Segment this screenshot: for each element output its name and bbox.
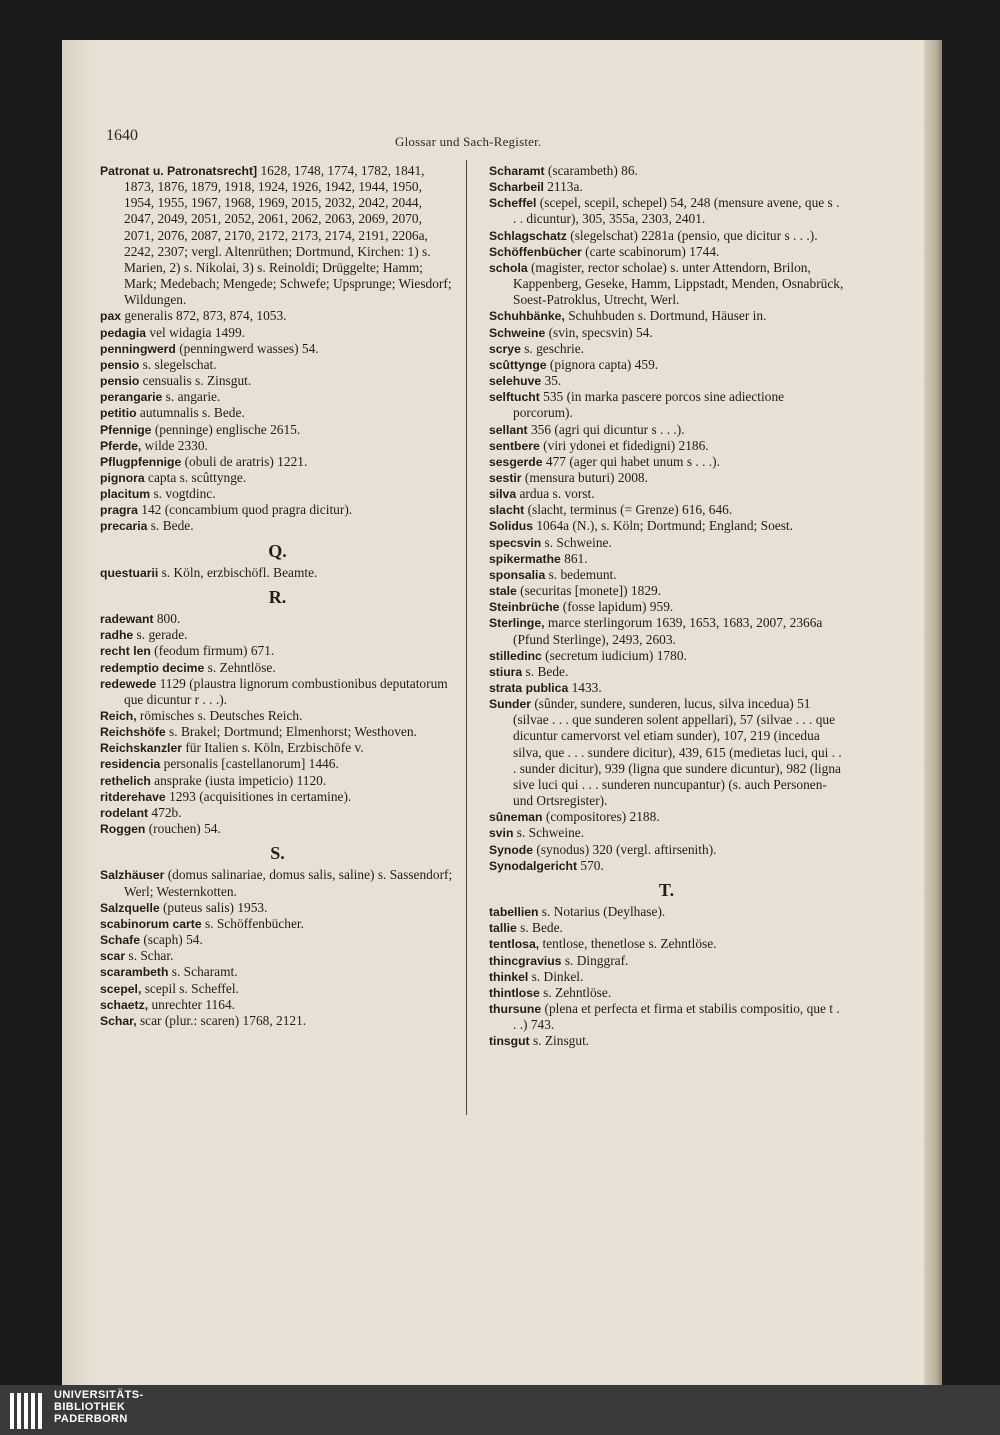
index-entry xyxy=(489,904,844,920)
entry-text: (compositores) 2188. xyxy=(542,809,660,825)
entry-text: 1064a (N.), s. Köln; Dortmund; England; Soest. xyxy=(533,518,793,534)
entry-headword: scabinorum carte xyxy=(100,916,202,931)
entry-headword: redewede xyxy=(100,676,157,691)
entry-headword: perangarie xyxy=(100,390,163,405)
entry-headword: Solidus xyxy=(489,519,534,534)
right-column xyxy=(489,163,844,1049)
index-entry xyxy=(489,920,844,936)
logo-line: BIBLIOTHEK xyxy=(54,1401,126,1413)
entry-headword: sûneman xyxy=(489,810,543,825)
entry-text: ardua s. vorst. xyxy=(516,486,595,502)
entry-headword: Patronat u. Patronatsrecht] xyxy=(100,164,258,178)
entry-headword: silva xyxy=(489,487,517,502)
entry-text: tentlose, thenetlose s. Zehntlöse. xyxy=(539,936,717,952)
entry-headword: thursune xyxy=(489,1001,542,1016)
entry-headword: stale xyxy=(489,584,517,599)
entry-headword: Roggen xyxy=(100,822,146,837)
index-entry xyxy=(100,708,455,724)
entry-text: (feodum firmum) 671. xyxy=(150,643,275,659)
entry-text: 477 (ager qui habet unum s . . .). xyxy=(542,453,720,469)
entry-text: (scaph) 54. xyxy=(139,932,203,948)
entry-text: 356 (agri qui dicuntur s . . .). xyxy=(527,421,685,437)
entry-headword: tabellien xyxy=(489,905,539,920)
entry-text: (slacht, terminus (= Grenze) 616, 646. xyxy=(524,502,733,518)
entry-headword: thinkel xyxy=(489,969,529,984)
entry-headword: Sunder xyxy=(489,697,531,712)
index-entry xyxy=(489,825,844,841)
index-entry xyxy=(489,615,844,647)
index-entry xyxy=(100,981,455,997)
index-entry xyxy=(489,357,844,373)
entry-text: s. Scharamt. xyxy=(168,964,238,980)
index-entry xyxy=(100,724,455,740)
index-entry xyxy=(489,195,844,227)
entry-headword: Synodalgericht xyxy=(489,858,578,873)
entry-text: marce sterlingorum 1639, 1653, 1683, 2007, 2366a (Pfund Sterlinge), 2493, 2603. xyxy=(513,615,823,647)
index-entry xyxy=(489,953,844,969)
entry-headword: stiura xyxy=(489,664,523,679)
entry-text: unrechter 1164. xyxy=(148,996,235,1012)
entry-text: 1129 (plaustra lignorum combustionibus deputatorum que dicuntur r . . .). xyxy=(124,675,448,707)
index-entry xyxy=(100,643,455,659)
entry-text: (secretum iudicium) 1780. xyxy=(541,647,687,663)
left-column xyxy=(100,163,455,1029)
entry-headword: selehuve xyxy=(489,374,542,389)
index-entry xyxy=(489,470,844,486)
entry-headword: Pferde, xyxy=(100,438,142,453)
index-entry xyxy=(100,422,455,438)
index-entry xyxy=(489,696,844,809)
entry-headword: schola xyxy=(489,260,528,275)
entry-headword: Steinbrüche xyxy=(489,600,560,615)
entry-headword: pensio xyxy=(100,357,140,372)
index-entry xyxy=(100,308,455,324)
running-head: Glossar und Sach-Register. xyxy=(395,134,542,149)
entry-text: s. Bede. xyxy=(147,518,194,534)
entry-text: s. gerade. xyxy=(133,627,188,643)
library-logo-text xyxy=(54,1389,144,1425)
index-entry xyxy=(489,228,844,244)
index-entry xyxy=(100,900,455,916)
entry-text: s. Zehntlöse. xyxy=(539,984,612,1000)
entry-text: (obuli de aratris) 1221. xyxy=(181,453,308,469)
entry-text: scar (plur.: scaren) 1768, 2121. xyxy=(136,1012,307,1028)
entry-text: s. bedemunt. xyxy=(545,566,617,582)
column-divider xyxy=(466,160,467,1115)
entry-text: (scepel, scepil, schepel) 54, 248 (mensure avene, que s . . . dicuntur), 305, 355a, 2303, 2401. xyxy=(513,195,840,227)
index-entry xyxy=(489,454,844,470)
entry-text: s. Brakel; Dortmund; Elmenhorst; Westhoven. xyxy=(165,724,417,740)
entry-text: censualis s. Zinsgut. xyxy=(139,373,252,389)
entry-text: (carte scabinorum) 1744. xyxy=(581,243,720,259)
index-entry xyxy=(100,611,455,627)
entry-text: (pignora capta) 459. xyxy=(546,356,659,372)
index-entry xyxy=(489,599,844,615)
index-entry xyxy=(100,565,455,581)
entry-headword: radhe xyxy=(100,628,134,643)
index-entry xyxy=(489,422,844,438)
entry-text: (slegelschat) 2281a (pensio, que dicitur s . . .). xyxy=(566,227,818,243)
entry-headword: Schöffenbücher xyxy=(489,244,582,259)
index-entry xyxy=(100,821,455,837)
index-entry xyxy=(489,567,844,583)
index-entry xyxy=(489,583,844,599)
index-entry xyxy=(489,809,844,825)
entry-text: römisches s. Deutsches Reich. xyxy=(136,708,303,723)
entry-text: 1628, 1748, 1774, 1782, 1841, 1873, 1876, 1879, 1918, 1924, 1926, 1942, 1944, 1950, 1954, 1955, 1967, 1968, 1969, 2015, 2032, 2042, 2044, 2047, 2049, 2051, 2052, 2061, 2062, 2063, 2069, 2070, 2071, 2076, 2087, 2170, 2172, 2173, 2174, 2191, 2206a, 2242, 2307; vergl. Altenrüthen; Dortmund, Kirchen: 1) s. Marien, 2) s. Nikolai, 3) s. Reinoldi; Drüggelte; Hamm; Mark; Medebach; Mengede; Schwefe; Upsprunge; Wiesdorf; Wildungen. xyxy=(124,163,452,308)
entry-text: s. Bede. xyxy=(516,920,563,936)
index-entry xyxy=(489,244,844,260)
entry-text: (fosse lapidum) 959. xyxy=(559,599,674,615)
index-entry xyxy=(100,660,455,676)
entry-headword: pragra xyxy=(100,503,138,518)
entry-text: (sûnder, sundere, sunderen, lucus, silva incedua) 51 (silvae . . . que sunderen solent appellari), 57 (silvae . . . que dicuntur camervorst vel etiam sunder), 107, 219 (incedua silva, que . . . sundere dicitur), 439, 615 (medietas luci, qui . . . sunder dicitur), 939 (ligna que sundere dicuntur), 982 (ligna sive luci qui . . . sunderen nuncupantur) (s. auch Personen- und Ortsregister). xyxy=(513,696,842,809)
footer-bar xyxy=(0,1385,1000,1435)
entry-text: 535 (in marka pascere porcos sine adiectione porcorum). xyxy=(513,389,785,421)
entry-text: s. Schweine. xyxy=(541,534,612,550)
index-entry xyxy=(489,518,844,534)
entry-headword: Pflugpfennige xyxy=(100,454,182,469)
index-entry xyxy=(100,997,455,1013)
entry-headword: radewant xyxy=(100,612,154,627)
entry-text: autumnalis s. Bede. xyxy=(136,405,245,421)
entry-headword: slacht xyxy=(489,503,525,518)
index-entry xyxy=(100,389,455,405)
entry-headword: Salzhäuser xyxy=(100,868,165,883)
index-entry xyxy=(489,1033,844,1049)
page-number: 1640 xyxy=(106,127,138,144)
index-entry xyxy=(489,260,844,308)
entry-headword: selftucht xyxy=(489,390,540,405)
index-entry xyxy=(489,985,844,1001)
entry-headword: Salzquelle xyxy=(100,900,160,915)
entry-text: (synodus) 320 (vergl. aftirsenith). xyxy=(533,841,717,857)
index-entry xyxy=(100,948,455,964)
entry-text: für Italien s. Köln, Erzbischöfe v. xyxy=(181,740,364,756)
entry-headword: spikermathe xyxy=(489,551,561,566)
index-entry xyxy=(100,773,455,789)
entry-text: (securitas [monete]) 1829. xyxy=(516,583,662,599)
entry-headword: ritderehave xyxy=(100,789,166,804)
entry-headword: questuarii xyxy=(100,565,159,580)
index-entry xyxy=(100,932,455,948)
index-entry xyxy=(489,648,844,664)
index-entry xyxy=(100,163,455,308)
entry-headword: tinsgut xyxy=(489,1034,530,1049)
entry-text: 142 (concambium quod pragra dicitur). xyxy=(137,502,353,518)
page-gutter-shade xyxy=(62,40,92,1385)
entry-headword: thintlose xyxy=(489,985,540,1000)
entry-text: (plena et perfecta et firma et stabilis compositio, que t . . .) 743. xyxy=(513,1000,840,1033)
index-entry xyxy=(489,163,844,179)
entry-text: 472b. xyxy=(148,804,182,820)
entry-text: 800. xyxy=(153,611,181,627)
entry-text: 570. xyxy=(577,857,604,873)
library-logo-icon xyxy=(10,1393,48,1429)
index-entry xyxy=(489,969,844,985)
entry-text: s. Schöffenbücher. xyxy=(201,915,304,931)
section-letter: S. xyxy=(270,843,285,864)
entry-text: 1293 (acquisitiones in certamine). xyxy=(165,788,352,804)
entry-headword: sellant xyxy=(489,422,528,437)
entry-headword: Sterlinge, xyxy=(489,616,545,631)
entry-text: personalis [castellanorum] 1446. xyxy=(160,756,339,772)
entry-headword: stilledinc xyxy=(489,648,542,663)
index-entry xyxy=(100,486,455,502)
entry-headword: specsvin xyxy=(489,535,542,550)
entry-headword: sentbere xyxy=(489,438,540,453)
index-entry xyxy=(489,842,844,858)
entry-headword: precaria xyxy=(100,519,148,534)
index-entry xyxy=(100,502,455,518)
logo-line: UNIVERSITÄTS- xyxy=(54,1389,144,1401)
index-entry xyxy=(489,179,844,195)
index-entry xyxy=(100,438,455,454)
index-entry xyxy=(489,389,844,421)
entry-text: 861. xyxy=(560,550,588,566)
entry-headword: scrye xyxy=(489,341,521,356)
entry-text: generalis 872, 873, 874, 1053. xyxy=(121,308,287,324)
entry-text: ansprake (iusta impeticio) 1120. xyxy=(150,772,327,788)
entry-headword: sesgerde xyxy=(489,454,543,469)
index-entry xyxy=(489,664,844,680)
entry-text: (magister, rector scholae) s. unter Attendorn, Brilon, Kappenberg, Geseke, Hamm, Lippstadt, Menden, Osnabrück, Soest-Patroklus, Utrecht, Werl. xyxy=(513,259,844,308)
entry-headword: rethelich xyxy=(100,773,151,788)
entry-headword: recht len xyxy=(100,644,151,659)
entry-headword: svin xyxy=(489,826,514,841)
entry-text: s. angarie. xyxy=(162,389,221,405)
entry-headword: sestir xyxy=(489,470,522,485)
index-entry xyxy=(100,964,455,980)
index-entry xyxy=(100,867,455,899)
entry-headword: placitum xyxy=(100,487,151,502)
index-entry xyxy=(100,789,455,805)
entry-text: wilde 2330. xyxy=(141,437,208,453)
entry-text: s. Schweine. xyxy=(513,825,585,841)
entry-headword: rodelant xyxy=(100,805,149,820)
entry-text: vel widagia 1499. xyxy=(146,324,245,340)
entry-headword: residencia xyxy=(100,757,161,772)
entry-text: (mensura buturi) 2008. xyxy=(521,469,648,485)
entry-headword: Pfennige xyxy=(100,422,152,437)
index-entry xyxy=(100,325,455,341)
index-entry xyxy=(100,470,455,486)
entry-text: (domus salinariae, domus salis, saline) s. Sassendorf; Werl; Westernkotten. xyxy=(124,867,453,899)
entry-headword: Reich, xyxy=(100,709,137,723)
index-entry xyxy=(489,341,844,357)
section-letter: T. xyxy=(658,879,675,900)
entry-headword: Schweine xyxy=(489,325,546,340)
entry-text: (svin, specsvin) 54. xyxy=(545,324,653,340)
index-entry xyxy=(489,308,844,324)
entry-headword: petitio xyxy=(100,406,137,421)
index-entry xyxy=(489,1001,844,1033)
entry-text: (scarambeth) 86. xyxy=(544,163,638,178)
section-letter: Q. xyxy=(268,540,287,561)
entry-headword: pensio xyxy=(100,374,140,389)
entry-text: s. Zinsgut. xyxy=(529,1033,590,1049)
entry-headword: redemptio decime xyxy=(100,660,205,675)
index-entry xyxy=(100,454,455,470)
entry-text: 2113a. xyxy=(543,179,583,195)
index-entry xyxy=(489,438,844,454)
index-entry xyxy=(100,341,455,357)
entry-headword: schaetz, xyxy=(100,997,149,1012)
index-entry xyxy=(489,936,844,952)
entry-text: capta s. scûttynge. xyxy=(144,469,247,485)
entry-headword: Schar, xyxy=(100,1013,137,1028)
entry-text: s. Köln, erzbischöfl. Beamte. xyxy=(158,564,318,580)
entry-headword: Schlagschatz xyxy=(489,228,567,243)
index-entry xyxy=(489,535,844,551)
entry-text: (penninge) englische 2615. xyxy=(151,421,301,437)
entry-text: s. Dinggraf. xyxy=(561,952,629,968)
index-entry xyxy=(100,805,455,821)
index-entry xyxy=(489,680,844,696)
index-entry xyxy=(489,373,844,389)
page-edge xyxy=(924,40,942,1385)
index-entry xyxy=(100,676,455,708)
entry-text: 1433. xyxy=(568,680,602,695)
index-entry xyxy=(100,1013,455,1029)
entry-text: s. Notarius (Deylhase). xyxy=(538,904,666,920)
entry-text: s. Schar. xyxy=(125,948,174,964)
entry-headword: Schafe xyxy=(100,933,140,948)
entry-headword: Synode xyxy=(489,842,534,857)
entry-text: scepil s. Scheffel. xyxy=(141,980,239,996)
entry-text: (viri ydonei et fidedigni) 2186. xyxy=(539,437,709,453)
entry-text: (puteus salis) 1953. xyxy=(159,899,268,915)
index-entry xyxy=(100,357,455,373)
entry-headword: tentlosa, xyxy=(489,937,540,952)
entry-text: s. vogtdinc. xyxy=(150,486,216,502)
index-entry xyxy=(100,740,455,756)
index-entry xyxy=(100,518,455,534)
index-entry xyxy=(489,502,844,518)
index-entry xyxy=(100,627,455,643)
index-entry xyxy=(100,405,455,421)
entry-text: s. geschrie. xyxy=(520,340,585,356)
entry-text: s. Zehntlöse. xyxy=(204,659,276,675)
entry-text: s. slegelschat. xyxy=(139,356,217,372)
index-entry xyxy=(489,858,844,874)
entry-headword: pedagia xyxy=(100,325,147,340)
entry-headword: strata publica xyxy=(489,681,569,695)
index-entry xyxy=(489,325,844,341)
entry-text: s. Dinkel. xyxy=(528,968,584,984)
entry-headword: scar xyxy=(100,949,126,964)
entry-headword: Reichshöfe xyxy=(100,725,166,740)
index-entry xyxy=(100,756,455,772)
entry-headword: sponsalia xyxy=(489,567,546,582)
entry-headword: Reichskanzler xyxy=(100,741,182,756)
entry-text: s. Bede. xyxy=(522,663,569,679)
entry-headword: scarambeth xyxy=(100,965,169,980)
entry-text: (penningwerd wasses) 54. xyxy=(175,340,319,356)
logo-line: PADERBORN xyxy=(54,1413,128,1425)
entry-text: (rouchen) 54. xyxy=(145,821,221,837)
entry-headword: Schuhbänke, xyxy=(489,309,565,324)
entry-headword: tallie xyxy=(489,921,517,936)
entry-headword: scûttynge xyxy=(489,357,547,372)
entry-headword: pignora xyxy=(100,470,145,485)
entry-headword: penningwerd xyxy=(100,341,176,356)
entry-headword: scepel, xyxy=(100,981,142,996)
index-entry xyxy=(100,373,455,389)
index-entry xyxy=(489,551,844,567)
entry-headword: Scharamt xyxy=(489,164,545,178)
index-entry xyxy=(489,486,844,502)
entry-headword: pax xyxy=(100,309,122,324)
entry-text: 35. xyxy=(541,373,562,389)
section-letter: R. xyxy=(268,586,287,607)
entry-headword: Scharbeil xyxy=(489,180,544,195)
index-entry xyxy=(100,916,455,932)
entry-headword: thincgravius xyxy=(489,953,562,968)
entry-text: Schuhbuden s. Dortmund, Häuser in. xyxy=(564,308,767,324)
entry-headword: Scheffel xyxy=(489,196,537,211)
